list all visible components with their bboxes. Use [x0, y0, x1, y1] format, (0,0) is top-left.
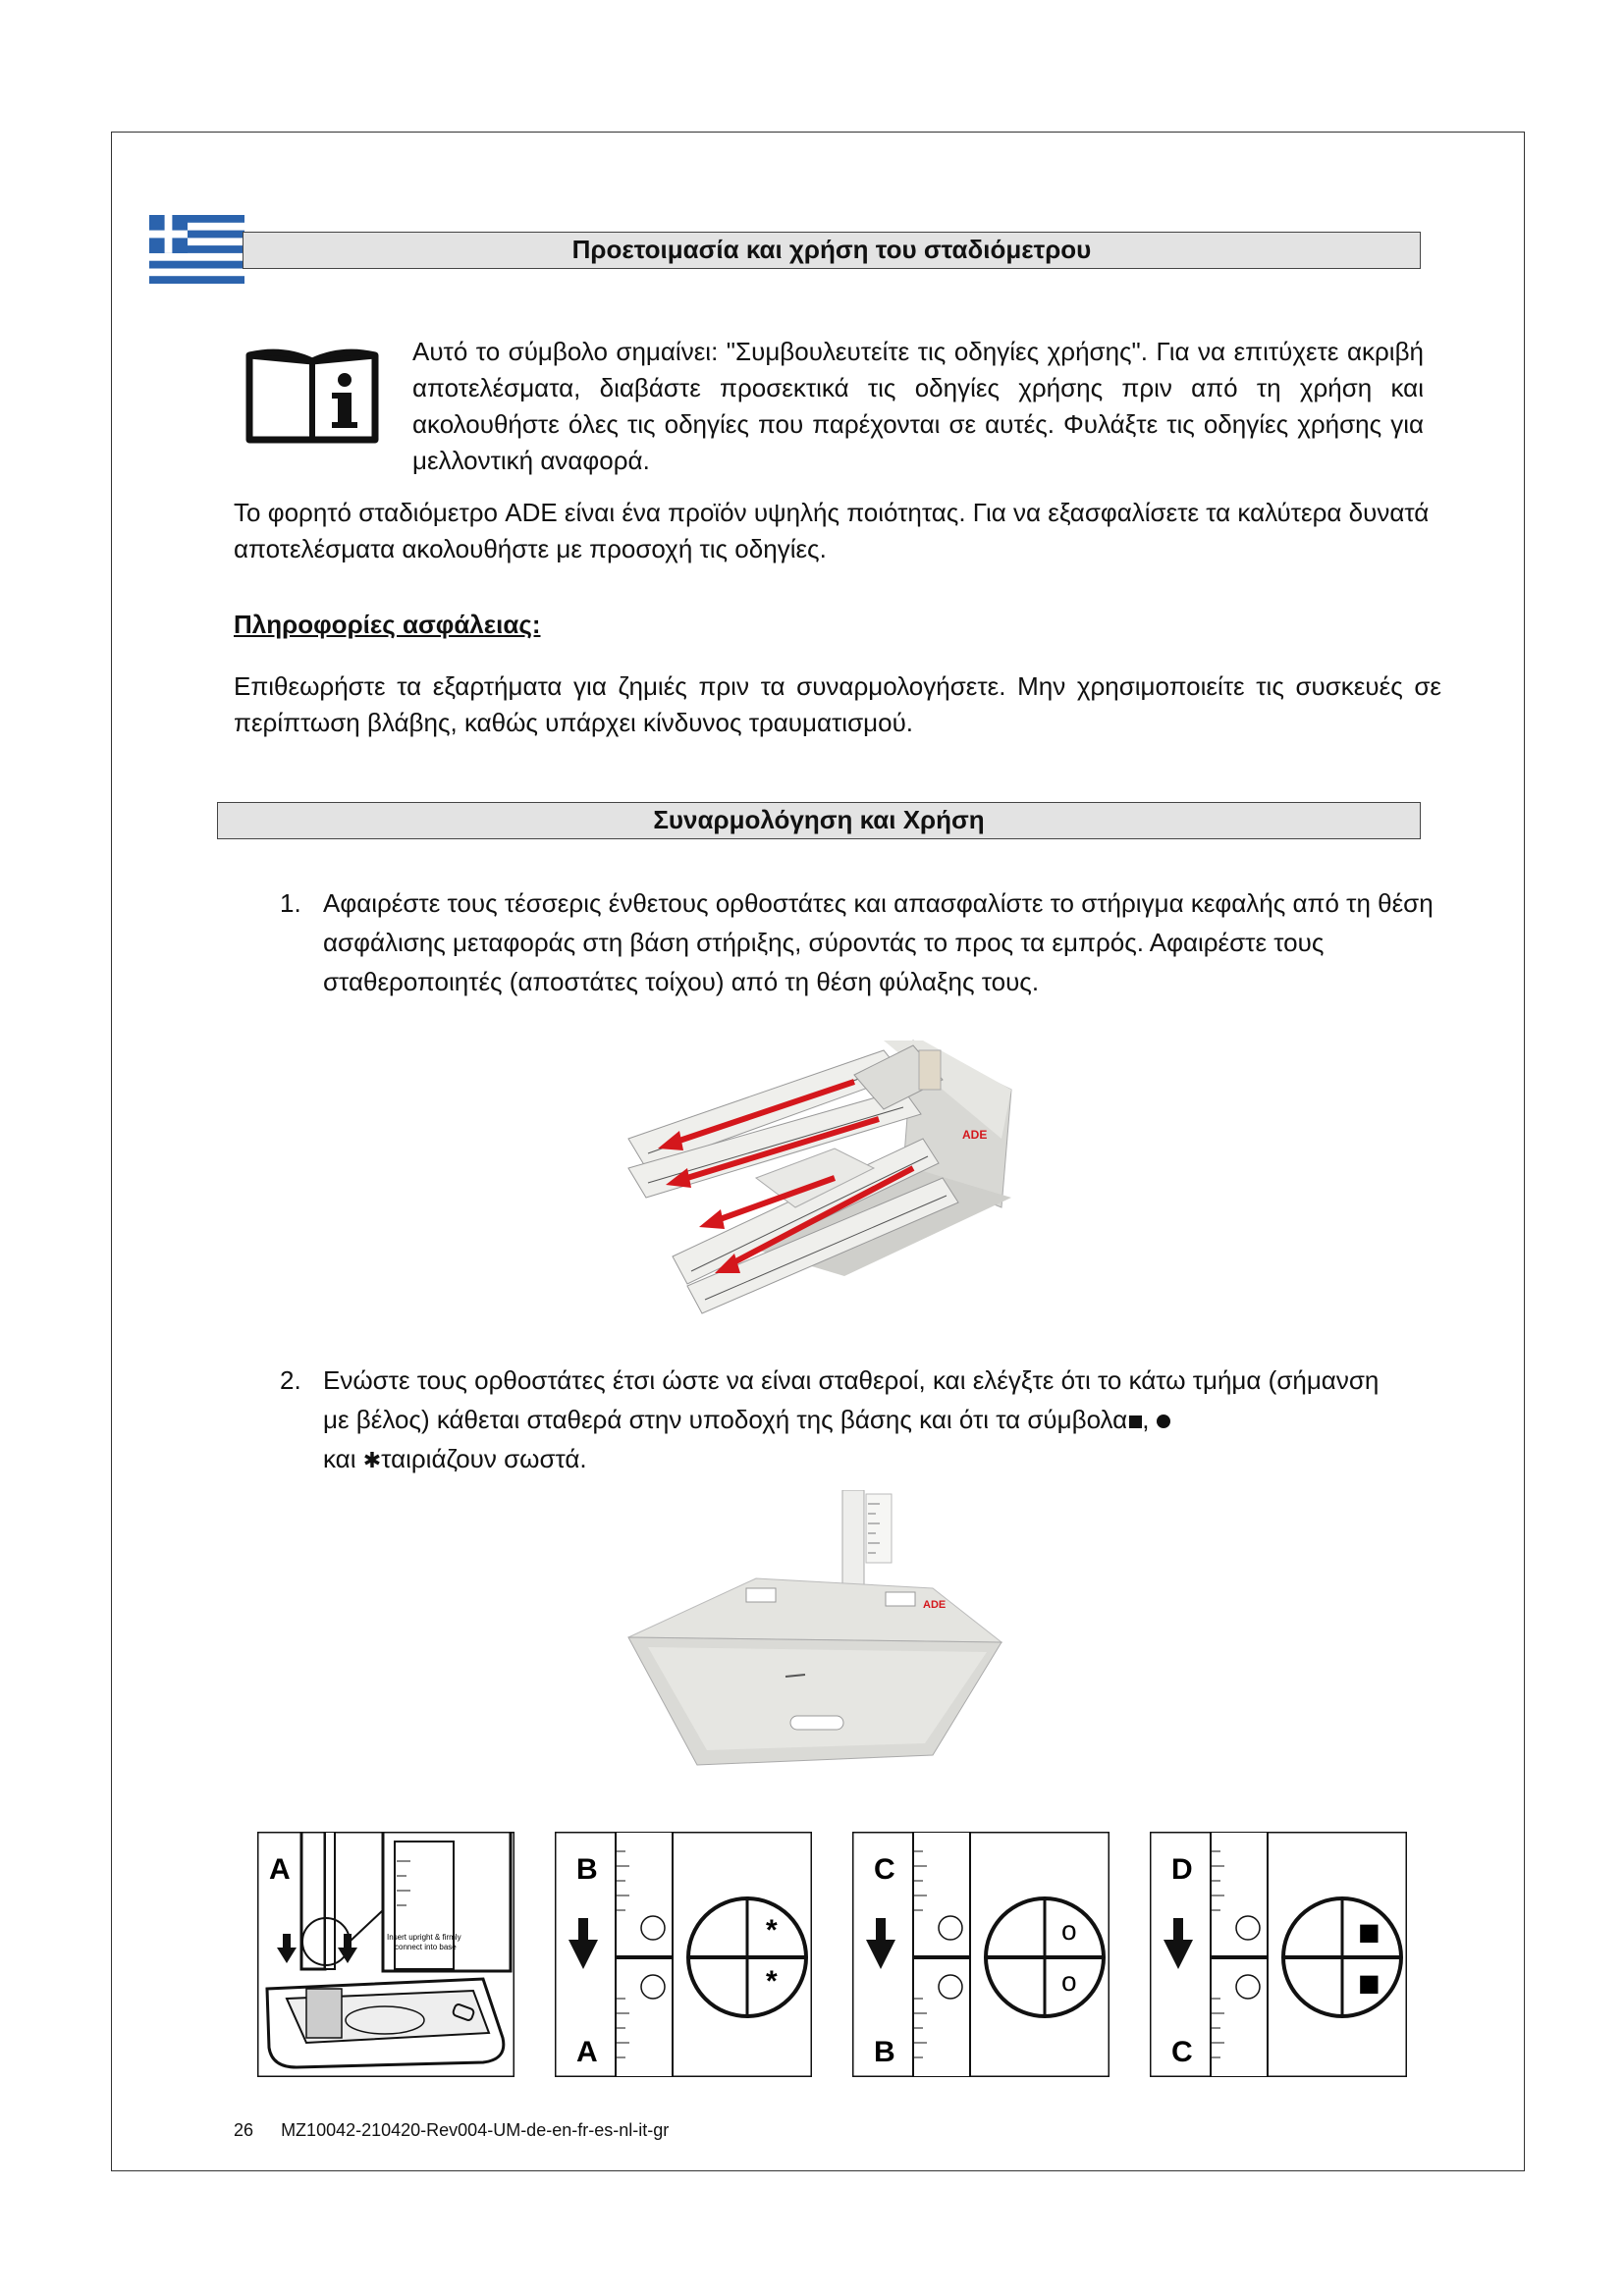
step-text: [323, 1361, 1403, 1480]
step-2: [280, 1361, 1448, 1478]
document-id: MZ10042-210420-Rev004-UM-de-en-fr-es-nl-it-gr: [281, 2120, 670, 2140]
diagram-a-label2: connect into base: [395, 1943, 457, 1951]
step-2-text-b: ,: [1142, 1405, 1157, 1434]
diagram-label-bottom: B: [874, 2036, 895, 2068]
step-2-text-d: ταιριάζουν σωστά.: [381, 1444, 587, 1473]
stadiometer-base-figure: [589, 1021, 1031, 1315]
star-symbol-icon: ✱: [362, 1448, 382, 1472]
diagram-symbol-top: *: [766, 1914, 778, 1947]
greek-flag-icon: [149, 215, 244, 284]
diagram-d: [1150, 1832, 1407, 2077]
diagram-a-label1: Insert upright & firmly: [387, 1933, 461, 1942]
step-1: [280, 883, 1448, 1001]
step-number: 1.: [280, 888, 301, 918]
stadiometer-upright-figure: [609, 1490, 1021, 1775]
page-number: 26: [234, 2120, 254, 2140]
circle-symbol-icon: [1157, 1415, 1170, 1428]
diagram-label-bottom: C: [1171, 2036, 1193, 2068]
diagram-b: [555, 1832, 812, 2077]
figure2-logo: ADE: [923, 1599, 947, 1611]
figure1-logo: ADE: [962, 1128, 988, 1142]
diagram-symbol-bottom: *: [766, 1965, 778, 1998]
square-symbol-icon: [1129, 1415, 1142, 1428]
diagram-c: [852, 1832, 1110, 2077]
diagram-symbol-top: o: [1061, 1915, 1077, 1946]
manual-notice-text: Αυτό το σύμβολο σημαίνει: "Συμβουλευτείτε τις οδηγίες χρήσης". Για να επιτύχετε ακριβή αποτελέσματα, διαβάστε προσεκτικά τις οδηγίες χρήσης πριν από τη χρήση και ακολουθήστε όλες τις οδηγίες που παρέχονται σε αυτές. Φυλάξτε τις οδηγίες χρήσης για μελλοντική αναφορά.: [412, 337, 1424, 475]
diagram-symbol-bottom: ■: [1358, 1969, 1380, 1997]
diagram-label-top: A: [269, 1853, 291, 1886]
safety-text: Επιθεωρήστε τα εξαρτήματα για ζημιές πριν τα συναρμολογήσετε. Μην χρησιμοποιείτε τις συσκευές σε περίπτωση βλάβης, καθώς υπάρχει κίνδυνος τραυματισμού.: [234, 671, 1441, 737]
diagram-label-top: D: [1171, 1853, 1193, 1886]
diagram-symbol-bottom: o: [1061, 1966, 1077, 1997]
diagram-label-bottom: A: [576, 2036, 598, 2068]
section-title-assembly: Συναρμολόγηση και Χρήση: [217, 802, 1421, 839]
diagram-a: [257, 1832, 514, 2077]
step-2-text-c: και: [323, 1444, 356, 1473]
intro-text: Το φορητό σταδιόμετρο ADE είναι ένα προϊόν υψηλής ποιότητας. Για να εξασφαλίσετε τα καλύτερα δυνατά αποτελέσματα ακολουθήστε με προσοχή τις οδηγίες.: [234, 498, 1430, 563]
step-text: Αφαιρέστε τους τέσσερις ένθετους ορθοστάτες και απασφαλίστε το στήριγμα κεφαλής από τη θέση ασφάλισης μεταφοράς στη βάση στήριξης, σύροντάς το προς τα εμπρός. Αφαιρέστε τους σταθεροποιητές (αποστάτες τοίχου) από τη θέση φύλαξης τους.: [323, 888, 1434, 996]
step-2-text-a: Ενώστε τους ορθοστάτες έτσι ώστε να είναι σταθεροί, και ελέγξτε ότι το κάτω τμήμα (σήμανση με βέλος) κάθεται σταθερά στην υποδοχή της βάσης και ότι τα σύμβολα: [323, 1365, 1380, 1434]
manual-info-icon: [244, 346, 381, 446]
diagram-label-top: C: [874, 1853, 895, 1886]
footer: [234, 2120, 669, 2141]
section-title-preparation: Προετοιμασία και χρήση του σταδιόμετρου: [243, 232, 1421, 269]
diagram-symbol-top: ■: [1358, 1918, 1380, 1946]
diagram-label-top: B: [576, 1853, 598, 1886]
step-number: 2.: [280, 1365, 301, 1395]
safety-heading: Πληροφορίες ασφάλειας:: [234, 610, 541, 639]
